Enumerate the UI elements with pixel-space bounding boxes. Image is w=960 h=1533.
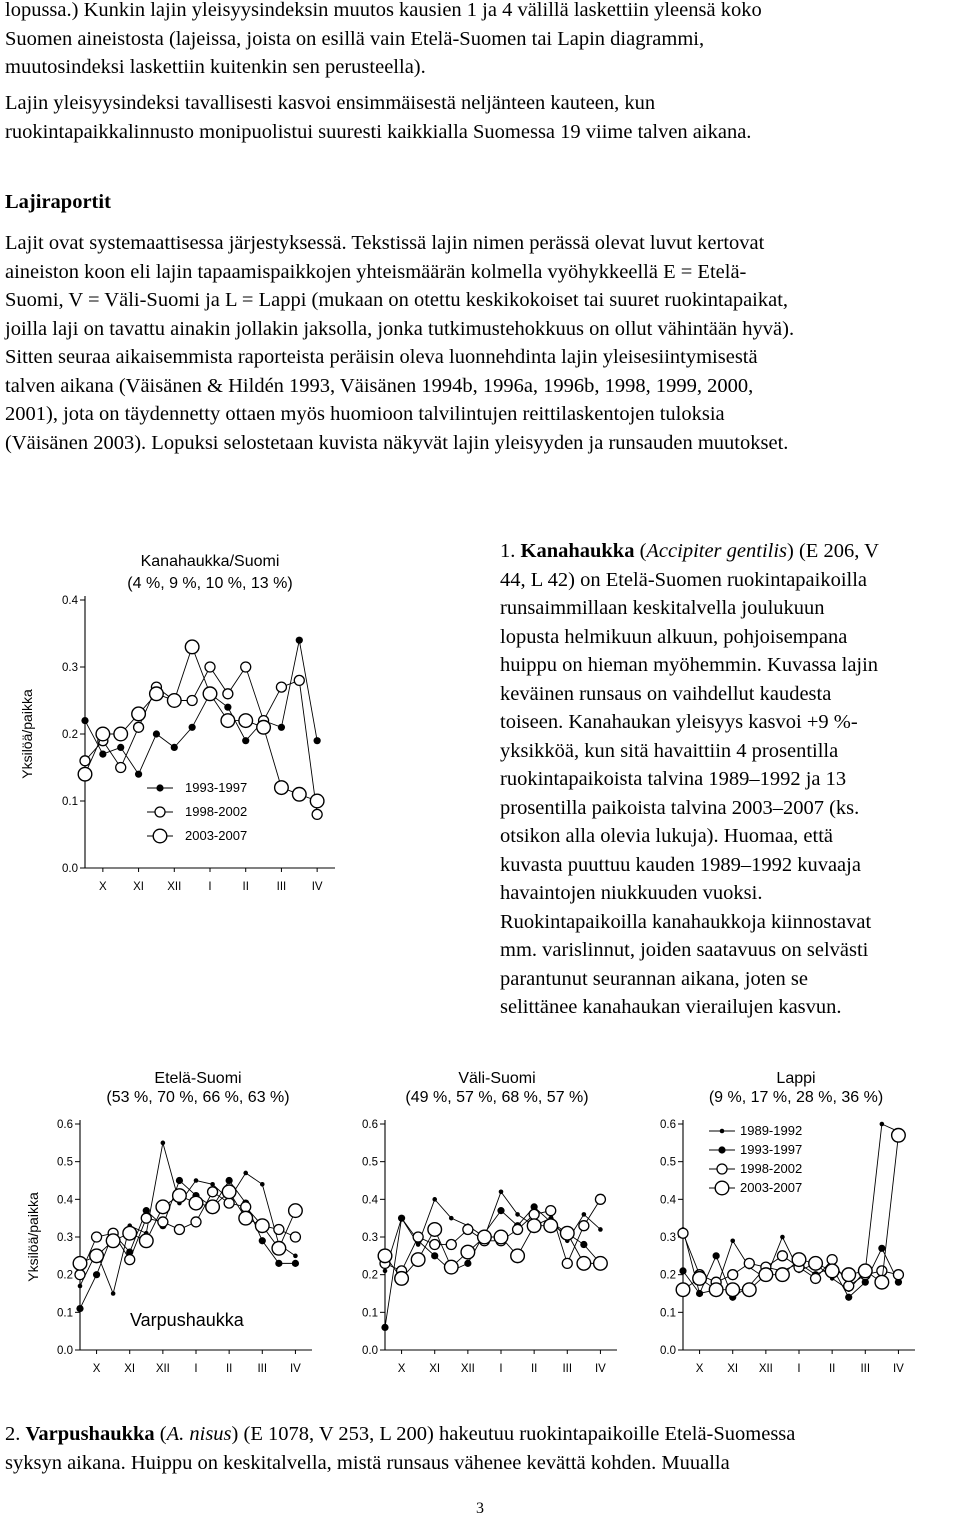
data-point bbox=[194, 1178, 199, 1183]
species-line: syksyn aikana. Huippu on keskitalvella, mistä runsaus vähenee kevättä kohden. Muualla bbox=[5, 1451, 730, 1474]
legend-label: 1989-1992 bbox=[740, 1123, 803, 1138]
data-point bbox=[744, 1258, 754, 1268]
y-axis-label: Yksilöä/paikka bbox=[25, 1192, 41, 1282]
data-point bbox=[203, 687, 217, 701]
legend-marker bbox=[715, 1181, 729, 1195]
data-point bbox=[134, 722, 144, 732]
data-point bbox=[497, 1207, 504, 1214]
data-point bbox=[499, 1190, 504, 1195]
paragraph-line: Lajin yleisyysindeksi tavallisesti kasvoi ensimmäisestä neljänteen kauteen, kun bbox=[5, 92, 656, 114]
species-name: Kanahaukka bbox=[520, 540, 635, 562]
x-tick-label: II bbox=[530, 1363, 538, 1375]
data-point bbox=[411, 1253, 425, 1267]
data-point bbox=[494, 1230, 508, 1244]
data-point bbox=[241, 662, 251, 672]
data-point bbox=[189, 1196, 203, 1210]
data-point bbox=[90, 1249, 104, 1263]
legend-label: 1993-1997 bbox=[740, 1142, 803, 1157]
data-point bbox=[713, 1252, 720, 1259]
data-point bbox=[125, 1255, 135, 1265]
data-point bbox=[381, 1324, 388, 1331]
data-point bbox=[176, 1177, 183, 1184]
data-point bbox=[428, 1223, 442, 1237]
data-point bbox=[243, 1171, 248, 1176]
data-point bbox=[111, 1291, 116, 1296]
legend-marker bbox=[720, 1129, 725, 1134]
x-tick-label: XII bbox=[758, 1363, 773, 1375]
chart-svg bbox=[0, 540, 480, 910]
x-tick-label: II bbox=[828, 1363, 836, 1375]
data-point bbox=[858, 1264, 872, 1278]
species-line: keväinen runsaus on vaihdellut kaudesta bbox=[500, 682, 832, 705]
y-tick-label: 0.3 bbox=[62, 662, 78, 674]
y-tick-label: 0.2 bbox=[62, 729, 78, 741]
legend bbox=[709, 1123, 802, 1195]
data-point bbox=[224, 1198, 234, 1208]
species-number: 1. bbox=[500, 540, 516, 562]
data-point bbox=[150, 687, 164, 701]
data-point bbox=[224, 704, 231, 711]
data-point bbox=[255, 1219, 269, 1233]
data-point bbox=[117, 744, 124, 751]
data-point bbox=[78, 767, 92, 781]
data-point bbox=[809, 1257, 823, 1271]
paragraph-line: joilla laji on tavattu ainakin jollakin jaksolla, jonka tutkimustehokkuus on ollut vähintään hyvä). bbox=[5, 317, 795, 340]
data-point bbox=[161, 1141, 166, 1146]
y-tick-label: 0.2 bbox=[57, 1269, 73, 1282]
data-point bbox=[187, 696, 197, 706]
chart-subtitle: (53 %, 70 %, 66 %, 63 %) bbox=[106, 1089, 290, 1106]
data-point bbox=[210, 1182, 215, 1187]
data-point bbox=[845, 1294, 852, 1301]
y-tick-label: 0.0 bbox=[660, 1345, 676, 1357]
data-point bbox=[132, 707, 146, 721]
data-point bbox=[290, 1232, 300, 1242]
data-point bbox=[679, 1267, 686, 1274]
data-point bbox=[431, 1252, 438, 1259]
species-line: lopusta helmikuun alkuun, pohjoisempana bbox=[500, 625, 848, 648]
data-point bbox=[141, 1213, 151, 1223]
x-tick-label: I bbox=[194, 1363, 198, 1375]
paragraph-line: 2001), jota on täydennetty ottaen myös huomioon talvilintujen reittilaskentojen tuloksia bbox=[5, 403, 725, 425]
species-line: runsaimmillaan keskitalvella joulukuun bbox=[500, 597, 825, 619]
species-line: 44, L 42) on Etelä-Suomen ruokintapaikoilla bbox=[500, 568, 868, 591]
data-point bbox=[529, 1209, 539, 1219]
data-point bbox=[242, 737, 249, 744]
series-4 bbox=[378, 1219, 607, 1285]
x-tick-label: I bbox=[797, 1363, 801, 1375]
chart-svg bbox=[0, 1060, 330, 1380]
data-point bbox=[239, 1211, 253, 1225]
y-tick-label: 0.4 bbox=[362, 1194, 378, 1207]
data-point bbox=[811, 1273, 821, 1283]
x-tick-label: XI bbox=[124, 1363, 136, 1375]
y-axis-label: Yksilöä/paikka bbox=[19, 689, 35, 779]
y-tick-label: 0.5 bbox=[57, 1156, 73, 1169]
x-tick-label: IV bbox=[892, 1363, 904, 1375]
data-point bbox=[223, 689, 233, 699]
data-point bbox=[92, 1232, 102, 1242]
data-point bbox=[171, 744, 178, 751]
data-point bbox=[278, 724, 285, 731]
data-point bbox=[123, 1226, 137, 1240]
data-point bbox=[825, 1264, 839, 1278]
data-point bbox=[730, 1238, 735, 1243]
y-tick-label: 0.4 bbox=[57, 1194, 73, 1207]
data-point bbox=[842, 1268, 856, 1282]
data-point bbox=[153, 730, 160, 737]
series-2 bbox=[78, 1141, 298, 1296]
data-point bbox=[208, 1187, 218, 1197]
legend bbox=[147, 780, 247, 843]
data-point bbox=[156, 1200, 170, 1214]
data-point bbox=[399, 1216, 404, 1221]
y-tick-label: 0.0 bbox=[62, 863, 78, 875]
chart-lappi bbox=[630, 1060, 955, 1380]
y-tick-label: 0.4 bbox=[62, 595, 78, 607]
y-tick-label: 0.3 bbox=[362, 1232, 378, 1244]
data-point bbox=[844, 1281, 854, 1291]
data-point bbox=[99, 751, 106, 758]
y-tick-label: 0.2 bbox=[660, 1269, 676, 1282]
data-point bbox=[416, 1242, 421, 1247]
chart-svg bbox=[330, 1060, 640, 1380]
data-point bbox=[878, 1245, 885, 1252]
y-tick-label: 0.6 bbox=[660, 1119, 676, 1131]
data-point bbox=[678, 1228, 688, 1238]
data-point bbox=[292, 1260, 299, 1267]
data-point bbox=[579, 1221, 589, 1231]
y-tick-label: 0.0 bbox=[57, 1345, 73, 1357]
species-line: prosentilla paikoista talvina 2003–2007 (ks. bbox=[500, 796, 860, 819]
data-point bbox=[272, 1242, 286, 1256]
data-point bbox=[383, 1269, 388, 1274]
data-point bbox=[875, 1275, 889, 1289]
legend-marker bbox=[155, 807, 165, 817]
x-tick-label: II bbox=[242, 881, 249, 893]
x-tick-label: I bbox=[499, 1363, 503, 1375]
species-scientific-name: A. nisus bbox=[166, 1423, 232, 1445]
data-point bbox=[742, 1283, 756, 1297]
data-point bbox=[449, 1216, 454, 1221]
data-point bbox=[478, 1230, 492, 1244]
chart-title: Lappi bbox=[776, 1070, 816, 1087]
x-tick-label: XII bbox=[460, 1363, 475, 1375]
section-heading: Lajiraportit bbox=[5, 191, 111, 213]
data-point bbox=[792, 1253, 806, 1267]
data-point bbox=[562, 1258, 572, 1268]
data-point bbox=[191, 1217, 201, 1227]
data-point bbox=[461, 1245, 475, 1259]
data-point bbox=[546, 1206, 556, 1216]
data-point bbox=[173, 1189, 187, 1203]
data-point bbox=[877, 1266, 887, 1276]
page-number: 3 bbox=[476, 1500, 484, 1517]
intro-line: lopussa.) Kunkin lajin yleisyysindeksin muutos kausien 1 ja 4 välillä laskettiin yleensä koko bbox=[5, 0, 762, 21]
data-point bbox=[513, 1224, 523, 1234]
x-tick-label: IV bbox=[289, 1363, 301, 1375]
data-point bbox=[221, 714, 235, 728]
paragraph-3 bbox=[5, 229, 794, 457]
species-line: otsikon alla olevia lukuja). Huomaa, että bbox=[500, 825, 834, 847]
chart-svg bbox=[630, 1060, 955, 1380]
x-tick-label: II bbox=[225, 1363, 233, 1375]
data-point bbox=[296, 637, 303, 644]
legend-marker bbox=[156, 784, 163, 791]
species-2-text: 2. Varpushaukka (A. nisus) (E 1078, V 253, L 200) hakeutuu ruokintapaikoille Etelä-Suomessa syksyn aikana. Huippu on keskitalvella, mistä runsaus vähenee kevättä kohden. Muualla bbox=[5, 1420, 795, 1477]
data-point bbox=[239, 714, 253, 728]
data-point bbox=[515, 1212, 520, 1217]
species-line: toiseen. Kanahaukan yleisyys kasvoi +9 %- bbox=[500, 711, 858, 733]
species-scientific-name: Accipiter gentilis bbox=[646, 540, 788, 562]
data-point bbox=[780, 1235, 785, 1240]
data-point bbox=[776, 1268, 790, 1282]
paragraph-line: (Väisänen 2003). Lopuksi selostetaan kuvista näkyvät lajin yleisyyden ja runsauden muutokset. bbox=[5, 431, 789, 454]
y-tick-label: 0.1 bbox=[57, 1307, 73, 1320]
data-point bbox=[310, 794, 324, 808]
data-point bbox=[444, 1260, 458, 1274]
data-point bbox=[395, 1272, 409, 1286]
species-line: mm. varislinnut, joiden saatavuus on selvästi bbox=[500, 939, 869, 961]
species-line: huippu on hieman myöhemmin. Kuvassa lajin bbox=[500, 654, 879, 676]
chart-etela-suomi bbox=[0, 1060, 330, 1380]
legend-label: 1998-2002 bbox=[185, 804, 248, 819]
species-line: ruokintapaikoista talvina 1989–1992 ja 13 bbox=[500, 768, 847, 790]
x-tick-label: XII bbox=[155, 1363, 170, 1375]
y-tick-label: 0.5 bbox=[362, 1156, 378, 1169]
paragraph-line: aineiston koon eli lajin tapaamispaikkojen yhteismäärän kolmella vyöhykkeellä E = Etelä- bbox=[5, 260, 747, 283]
data-point bbox=[222, 1185, 236, 1199]
legend-label: 2003-2007 bbox=[185, 828, 248, 843]
x-tick-label: III bbox=[860, 1363, 871, 1375]
data-point bbox=[777, 1251, 787, 1261]
legend-marker bbox=[718, 1146, 725, 1153]
data-point bbox=[598, 1227, 603, 1232]
data-point bbox=[378, 1249, 392, 1263]
data-point bbox=[595, 1194, 605, 1204]
data-point bbox=[81, 717, 88, 724]
data-point bbox=[76, 1305, 83, 1312]
x-tick-label: XI bbox=[429, 1363, 441, 1375]
species-line: havaintojen niukkuuden vuoksi. bbox=[500, 882, 763, 904]
species-number: 2. bbox=[5, 1423, 21, 1445]
y-tick-label: 0.0 bbox=[362, 1345, 378, 1357]
species-line: yksikköä, kun sitä havaittiin 4 prosentilla bbox=[500, 739, 839, 762]
data-point bbox=[78, 1284, 83, 1289]
data-point bbox=[260, 1182, 265, 1187]
data-point bbox=[560, 1226, 574, 1240]
data-point bbox=[135, 771, 142, 778]
x-tick-label: X bbox=[397, 1363, 406, 1375]
x-tick-label: I bbox=[208, 881, 212, 893]
data-point bbox=[174, 1224, 184, 1234]
data-point bbox=[226, 1177, 233, 1184]
data-point bbox=[580, 1241, 587, 1248]
x-tick-label: X bbox=[92, 1363, 101, 1375]
data-point bbox=[676, 1283, 690, 1297]
intro-paragraph bbox=[5, 0, 762, 82]
data-point bbox=[289, 1204, 303, 1218]
data-point bbox=[693, 1272, 707, 1286]
data-point bbox=[114, 727, 128, 741]
data-point bbox=[827, 1255, 837, 1265]
data-point bbox=[75, 1270, 85, 1280]
data-point bbox=[293, 1254, 298, 1259]
data-point bbox=[257, 721, 271, 735]
chart-subtitle: (49 %, 57 %, 68 %, 57 %) bbox=[405, 1089, 589, 1106]
data-point bbox=[259, 1237, 266, 1244]
paragraph-line: Lajit ovat systemaattisessa järjestyksessä. Tekstissä lajin nimen perässä olevat luvut kertovat bbox=[5, 232, 765, 254]
y-tick-label: 0.1 bbox=[62, 796, 78, 808]
y-tick-label: 0.5 bbox=[660, 1156, 676, 1169]
data-point bbox=[314, 737, 321, 744]
x-tick-label: X bbox=[695, 1363, 704, 1375]
data-point bbox=[73, 1257, 87, 1271]
chart-title: Kanahaukka/Suomi bbox=[140, 553, 280, 570]
y-tick-label: 0.6 bbox=[362, 1119, 378, 1131]
data-point bbox=[464, 1260, 471, 1267]
data-point bbox=[577, 1257, 591, 1271]
x-tick-label: XI bbox=[727, 1363, 739, 1375]
x-tick-label: XII bbox=[167, 881, 182, 893]
data-point bbox=[274, 1224, 284, 1234]
series-line bbox=[80, 1143, 295, 1294]
data-point bbox=[189, 724, 196, 731]
chart-annotation: Varpushaukka bbox=[130, 1310, 244, 1330]
x-tick-label: III bbox=[562, 1363, 573, 1375]
chart-subtitle: (4 %, 9 %, 10 %, 13 %) bbox=[127, 575, 293, 592]
chart-vali-suomi bbox=[330, 1060, 640, 1380]
x-tick-label: III bbox=[276, 881, 287, 893]
legend-label: 1993-1997 bbox=[185, 780, 248, 795]
data-point bbox=[594, 1257, 608, 1271]
data-point bbox=[893, 1270, 903, 1280]
y-tick-label: 0.4 bbox=[660, 1194, 676, 1207]
legend-label: 1998-2002 bbox=[740, 1161, 803, 1176]
data-point bbox=[696, 1290, 703, 1297]
series-line bbox=[85, 640, 317, 774]
data-point bbox=[446, 1240, 456, 1250]
data-point bbox=[292, 788, 306, 802]
data-point bbox=[185, 640, 199, 654]
data-point bbox=[206, 1200, 220, 1214]
x-tick-label: IV bbox=[594, 1363, 606, 1375]
data-point bbox=[544, 1219, 558, 1233]
y-tick-label: 0.1 bbox=[660, 1307, 676, 1320]
data-point bbox=[709, 1283, 723, 1297]
y-tick-label: 0.3 bbox=[57, 1232, 73, 1244]
data-point bbox=[106, 1234, 120, 1248]
y-tick-label: 0.6 bbox=[57, 1119, 73, 1131]
species-line: (E 206, V bbox=[793, 540, 879, 562]
data-point bbox=[892, 1129, 906, 1143]
paragraph-2 bbox=[5, 89, 751, 146]
data-point bbox=[527, 1219, 541, 1233]
series-4 bbox=[73, 1185, 302, 1270]
species-line: ) (E 1078, V 253, L 200) hakeutuu ruokintapaikoille Etelä-Suomessa bbox=[231, 1423, 796, 1445]
species-line: Ruokintapaikoilla kanahaukkoja kiinnostavat bbox=[500, 910, 872, 933]
paragraph-line: ruokintapaikkalinnusto monipuolistui suuresti kaikkialla Suomessa 19 viime talven aikana. bbox=[5, 120, 752, 143]
series-2 bbox=[80, 662, 322, 819]
data-point bbox=[275, 781, 289, 795]
data-point bbox=[726, 1283, 740, 1297]
data-point bbox=[158, 1217, 168, 1227]
x-tick-label: IV bbox=[311, 881, 323, 893]
y-tick-label: 0.1 bbox=[362, 1307, 378, 1320]
chart-kanahaukka-suomi bbox=[0, 540, 480, 910]
species-1-text: 1. Kanahaukka (Accipiter gentilis) (E 206, V 44, L 42) on Etelä-Suomen ruokintapaikoilla runsaimmillaan keskitalvella joulukuun lopusta helmikuun alkuun, pohjoisempana huippu on hieman myöhemmin. Kuvassa lajin keväinen runsaus on vaihdellut kaudesta toiseen. Kanahaukan yleisyys kasvoi +9 %- yksikköä, kun sitä havaittiin 4 prosentilla ruokintapaikoista talvina 1989–1992 ja 13 prosentilla paikoista talvina 2003–2007 (ks. otsikon alla olevia lukuja). Huomaa, että kuvasta puuttuu kauden 1989–1992 kuvaaja havaintojen niukkuuden vuoksi. Ruokintapaikoilla kanahaukkoja kiinnostavat mm. varislinnut, joiden saatavuus on selvästi parantunut seurannan aikana, joten se selittänee kanahaukan vierailujen kasvun. bbox=[500, 537, 879, 1022]
data-point bbox=[93, 1271, 100, 1278]
legend-marker bbox=[717, 1164, 727, 1174]
data-point bbox=[96, 727, 110, 741]
data-point bbox=[759, 1268, 773, 1282]
data-point bbox=[728, 1270, 738, 1280]
data-point bbox=[430, 1240, 440, 1250]
data-point bbox=[276, 682, 286, 692]
data-point bbox=[116, 763, 126, 773]
species-line: kuvasta puuttuu kauden 1989–1992 kuvaaja bbox=[500, 853, 861, 876]
paragraph-line: talven aikana (Väisänen & Hildén 1993, Väisänen 1994b, 1996a, 1996b, 1998, 1999, 2000, bbox=[5, 374, 754, 397]
x-tick-label: XI bbox=[133, 881, 145, 893]
data-point bbox=[167, 694, 181, 708]
x-tick-label: III bbox=[257, 1363, 268, 1375]
data-point bbox=[205, 662, 215, 672]
data-point bbox=[432, 1197, 437, 1202]
data-point bbox=[275, 1260, 282, 1267]
series-1 bbox=[81, 637, 320, 778]
y-tick-label: 0.3 bbox=[660, 1232, 676, 1244]
data-point bbox=[294, 675, 304, 685]
data-point bbox=[241, 1202, 251, 1212]
legend-label: 2003-2007 bbox=[740, 1180, 803, 1195]
paragraph-line: Sitten seuraa aikaisemmista raporteista peräisin oleva luonnehdinta lajin yleisesiintymisestä bbox=[5, 346, 758, 368]
chart-subtitle: (9 %, 17 %, 28 %, 36 %) bbox=[708, 1089, 884, 1106]
data-point bbox=[582, 1212, 587, 1217]
chart-title: Väli-Suomi bbox=[458, 1070, 536, 1087]
data-point bbox=[80, 756, 90, 766]
species-name: Varpushaukka bbox=[25, 1423, 155, 1445]
data-point bbox=[463, 1224, 473, 1234]
intro-line: muutosindeksi laskettiin kuitenkin sen perusteella). bbox=[5, 56, 426, 78]
data-point bbox=[880, 1122, 885, 1127]
data-point bbox=[511, 1249, 525, 1263]
data-point bbox=[413, 1232, 423, 1242]
series-3 bbox=[678, 1228, 903, 1291]
y-tick-label: 0.2 bbox=[362, 1269, 378, 1282]
species-line: selittänee kanahaukan vierailujen kasvun. bbox=[500, 996, 842, 1018]
legend-marker bbox=[153, 829, 167, 843]
species-line: parantunut seurannan aikana, joten se bbox=[500, 967, 808, 990]
data-point bbox=[312, 809, 322, 819]
data-point bbox=[139, 1234, 153, 1248]
x-tick-label: X bbox=[99, 881, 107, 893]
paragraph-line: Suomi, V = Väli-Suomi ja L = Lappi (mukaan on otettu keskikokoiset tai suuret ruokintapaikat, bbox=[5, 289, 789, 311]
chart-title: Etelä-Suomi bbox=[154, 1070, 242, 1087]
intro-line: Suomen aineistosta (lajeissa, joista on esillä vain Etelä-Suomen tai Lapin diagrammi, bbox=[5, 27, 705, 50]
